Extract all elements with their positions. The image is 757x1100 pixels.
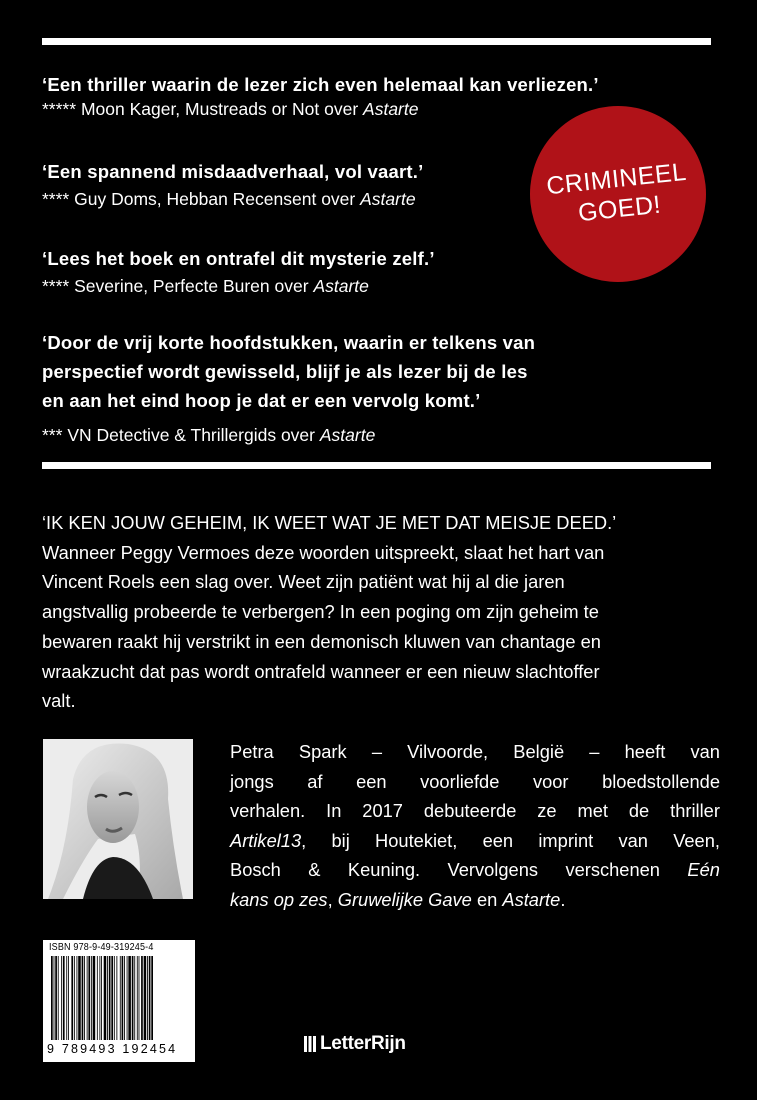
bio-book-title: Artikel13 <box>230 829 302 851</box>
bio-line-4 <box>230 826 720 856</box>
author-photo <box>43 739 193 899</box>
review-quote-2: ‘Een spannend misdaadverhaal, vol vaart.’ <box>42 161 424 182</box>
review-rating-2: **** <box>42 189 70 209</box>
book-blurb <box>42 508 718 716</box>
bio-word: een <box>356 770 387 792</box>
bio-book-title: Astarte <box>502 888 561 910</box>
bio-word: en <box>476 888 498 910</box>
review-quote-4-line-3: en aan het eind hoop je dat er een vervolg komt.’ <box>42 390 481 411</box>
barcode-bars <box>51 956 189 1040</box>
bio-word: bij <box>331 829 350 851</box>
publisher-book-icon <box>304 1036 316 1052</box>
bio-word: Spark <box>298 741 347 762</box>
bio-word: debuteerde <box>423 800 517 821</box>
bio-word: België <box>513 741 565 762</box>
publisher-name: LetterRijn <box>320 1033 406 1054</box>
review-work-1: Astarte <box>363 99 419 119</box>
bio-line-1 <box>230 737 720 767</box>
blurb-line-3: Vincent Roels een slag over. Weet zijn patiënt wat hij al die jaren <box>42 571 565 593</box>
bio-word: met <box>577 800 608 821</box>
blurb-line-1: ‘IK KEN JOUW GEHEIM, IK WEET WAT JE MET DAT MEISJE DEED.’ <box>42 512 617 533</box>
bio-word: voorliefde <box>420 770 500 792</box>
blurb-line-5: bewaren raakt hij verstrikt in een demonisch kluwen van chantage en <box>42 630 601 652</box>
blurb-line-4: angstvallig probeerde te verbergen? In een poging om zijn geheim te <box>42 601 599 623</box>
author-portrait-image <box>43 739 193 899</box>
review-quote-4-line-1: ‘Door de vrij korte hoofdstukken, waarin er telkens van <box>42 332 536 353</box>
review-source-4: VN Detective & Thrillergids over <box>67 425 315 445</box>
barcode-digits: 9 789493 192454 <box>47 1042 178 1056</box>
review-source-3: Severine, Perfecte Buren over <box>74 276 309 296</box>
isbn-label: ISBN 978-9-49-319245-4 <box>49 942 154 953</box>
bio-word: thriller <box>670 800 720 821</box>
blurb-line-7: valt. <box>42 690 76 712</box>
middle-divider <box>42 462 711 469</box>
bio-book-title: Gruwelijke Gave <box>337 888 472 910</box>
isbn-barcode <box>43 940 195 1062</box>
bio-line-2 <box>230 767 720 797</box>
bio-word: van <box>618 829 648 851</box>
bio-word: – <box>371 741 382 762</box>
bio-word: imprint <box>538 829 594 851</box>
review-rating-4: *** <box>42 425 63 445</box>
bio-word: & <box>308 859 321 880</box>
bio-word: heeft <box>624 741 666 762</box>
bio-word: Bosch <box>230 859 281 880</box>
blurb-line-6: wraakzucht dat pas wordt ontrafeld wanneer er een nieuw slachtoffer <box>42 660 600 682</box>
bio-word: Houtekiet, <box>375 829 458 851</box>
bio-word: 2017 <box>362 800 403 821</box>
bio-word: van <box>690 741 720 762</box>
bio-line-5 <box>230 855 720 885</box>
top-divider <box>42 38 711 45</box>
review-attribution-4 <box>42 423 642 447</box>
bio-title-artikel13: Artikel13, <box>230 829 307 851</box>
bio-line-3 <box>230 796 720 826</box>
review-work-4: Astarte <box>319 425 376 445</box>
bio-word: Vilvoorde, <box>407 741 489 762</box>
bio-line-6 <box>230 885 720 915</box>
review-rating-3: **** <box>42 276 70 296</box>
bio-word: In <box>326 800 342 821</box>
bio-word: af <box>307 770 323 792</box>
bio-book-title: kans op zes <box>230 888 328 910</box>
bio-word: voor <box>532 770 569 792</box>
badge-line-2: GOED! <box>576 190 663 228</box>
bio-titles: kans op zes, Gruwelijke Gave en Astarte. <box>230 888 566 910</box>
review-attribution-1 <box>42 97 642 121</box>
bio-word: Vervolgens <box>447 859 538 880</box>
review-source-2: Guy Doms, Hebban Recensent over <box>74 189 356 209</box>
bio-word: ze <box>537 800 557 821</box>
bio-word: Petra <box>230 741 274 762</box>
review-rating-1: ***** <box>42 99 77 119</box>
bio-word: een <box>482 829 514 851</box>
bio-word: jongs <box>230 770 274 792</box>
review-quote-3: ‘Lees het boek en ontrafel dit mysterie zelf.’ <box>42 248 435 269</box>
publisher-logo <box>304 1033 406 1055</box>
blurb-line-2: Wanneer Peggy Vermoes deze woorden uitspreekt, slaat het hart van <box>42 541 605 563</box>
review-quote-1: ‘Een thriller waarin de lezer zich even helemaal kan verliezen.’ <box>42 74 599 95</box>
review-work-2: Astarte <box>360 189 416 209</box>
review-work-3: Astarte <box>313 276 369 296</box>
bio-word: Keuning. <box>347 859 421 880</box>
author-bio <box>230 737 720 914</box>
review-attribution-3 <box>42 274 642 298</box>
bio-word: verhalen. <box>230 800 306 821</box>
review-source-1: Moon Kager, Mustreads or Not over <box>80 99 359 119</box>
badge-line-1: CRIMINEEL <box>545 157 688 201</box>
bio-book-title: Eén <box>687 859 720 880</box>
bio-word: de <box>628 800 650 821</box>
bio-word: bloedstollende <box>602 770 720 792</box>
bio-word: Veen, <box>673 829 720 851</box>
review-quote-4-line-2: perspectief wordt gewisseld, blijf je als lezer bij de les <box>42 361 528 382</box>
bio-word: – <box>589 741 600 762</box>
bio-word: verschenen <box>565 859 660 880</box>
